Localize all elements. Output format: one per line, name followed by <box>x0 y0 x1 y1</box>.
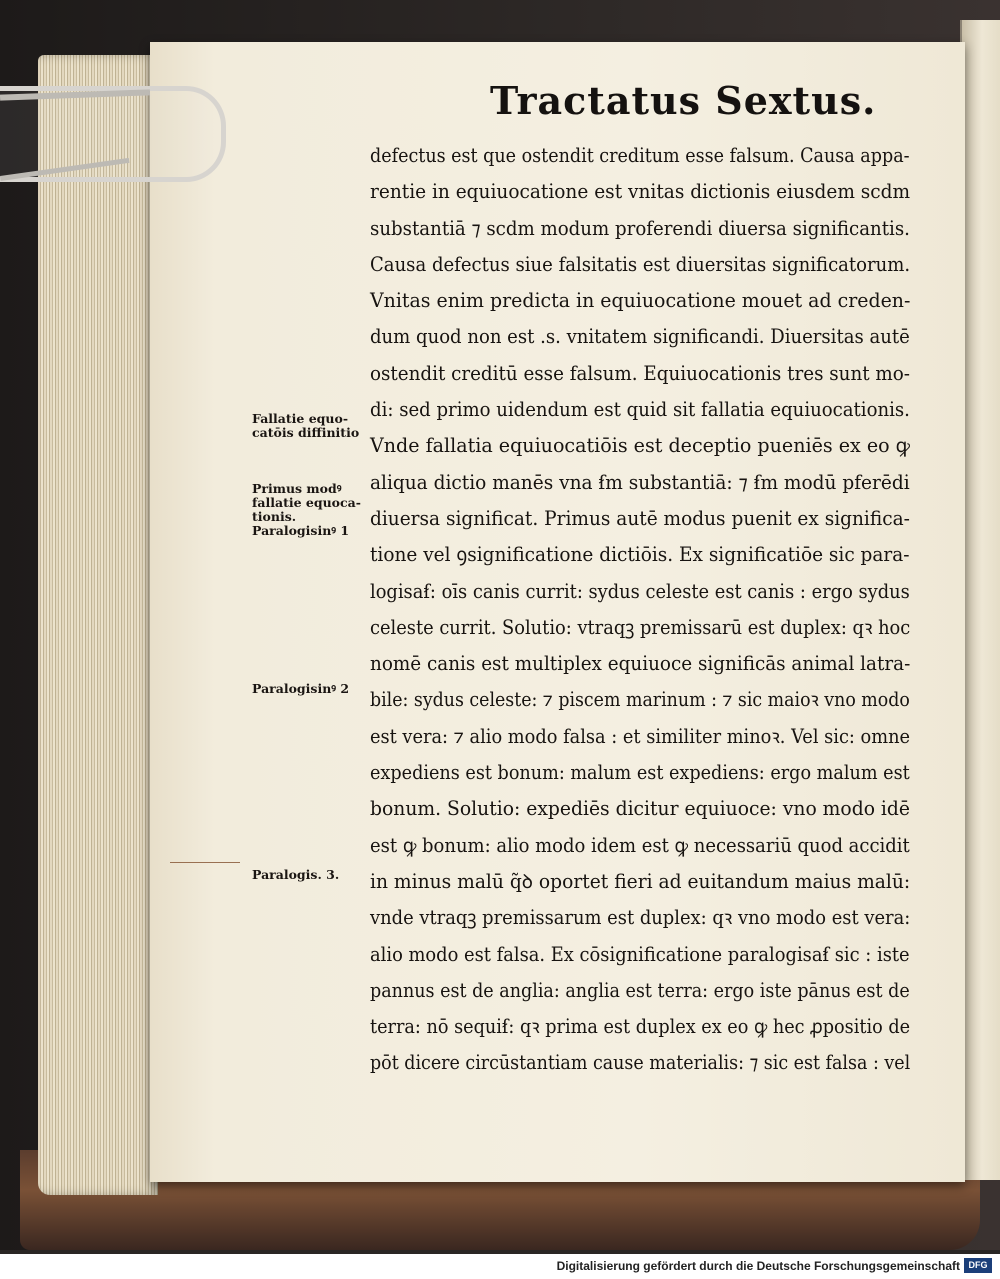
text-line: pōt dicere circūstantiam cause materialis: ⁊ sic est falsa : vel <box>370 1051 911 1075</box>
gloss-line: Paralogis. 3. <box>252 867 340 882</box>
text-line: diuersa significat. Primus autē modus puenit ex significa- <box>370 506 910 530</box>
digitization-footer <box>0 1254 1000 1279</box>
text-line: est vera: ⁊ alio modo falsa : et similiter minoꝛ. Vel sic: omne <box>370 724 911 748</box>
text-line: rentie in equiuocatione est vnitas dictionis eiusdem scdm <box>370 180 911 204</box>
handwritten-annotation-mark <box>170 862 240 865</box>
text-line: aliqua dictio manēs vna ẜm substantiā: ⁊ ẜm modū pferēdi <box>370 470 910 494</box>
text-line: Vnitas enim predicta in equiuocatione mouet ad creden- <box>370 289 911 313</box>
text-line: dum quod non est .s. vnitatem significandi. Diuersitas autē <box>370 325 910 349</box>
text-line: substantiā ⁊ scdm modum proferendi diuersa significantis. <box>370 216 910 240</box>
text-line: terra: nō sequiẜ: qꝛ prima est duplex ex eo ꝙ hec ꝓpositio de <box>370 1015 911 1039</box>
text-line: bonum. Solutio: expediēs dicitur equiuoce: vno modo idē <box>370 797 910 821</box>
text-line: nomē canis est multiplex equiuoce significās animal latra- <box>370 652 911 676</box>
text-line: bile: sydus celeste: ⁊ piscem marinum : ⁊ sic maioꝛ vno modo <box>370 688 910 712</box>
marginal-gloss-definition <box>252 412 359 440</box>
marginal-gloss-first-mode <box>252 482 361 538</box>
text-line: vnde vtraqꝫ premissarum est duplex: qꝛ vno modo est vera: <box>370 906 911 930</box>
text-line: alio modo est falsa. Ex cōsignificatione paralogisaẜ sic : iste <box>370 942 910 966</box>
gloss-line: Paralogisinꝰ 2 <box>252 681 350 696</box>
text-line: celeste currit. Solutio: vtraqꝫ premissarū est duplex: qꝛ hoc <box>370 615 911 639</box>
dfg-logo: DFG <box>964 1258 992 1273</box>
text-line: expediens est bonum: malum est expediens: ergo malum est <box>370 761 910 785</box>
gloss-line: tionis. <box>252 509 297 524</box>
marginal-gloss-paralogism-3 <box>252 868 339 882</box>
text-line: Vnde fallatia equiuocatiōis est deceptio pueniēs ex eo ꝙ <box>370 434 910 458</box>
gloss-line: Fallatie equo- <box>252 411 349 426</box>
text-line: tione vel ꝯsignificatione dictiōis. Ex significatiōe sic para- <box>370 543 910 567</box>
running-head: Tractatus Sextus. <box>490 78 877 123</box>
gloss-line: catōis diffinitio <box>252 425 360 440</box>
text-line: ostendit creditū esse falsum. Equiuocationis tres sunt mo- <box>370 361 910 385</box>
gloss-line: Primus modꝰ <box>252 481 342 496</box>
marginal-gloss-paralogism-2 <box>252 682 349 696</box>
text-line: logisaẜ: oīs canis currit: sydus celeste est canis : ergo sydus <box>370 579 910 603</box>
text-line: pannus est de anglia: anglia est terra: ergo iste pānus est de <box>370 978 910 1002</box>
gloss-line: Paralogisinꝰ 1 <box>252 523 350 538</box>
text-line: di: sed primo uidendum est quid sit fallatia equiuocationis. <box>370 398 910 422</box>
text-line: defectus est que ostendit creditum esse falsum. Causa appa- <box>370 144 910 167</box>
text-line: in minus malū q̃ꝺ oportet fieri ad euitandum maius malū: <box>370 869 911 893</box>
facing-page-edge <box>960 20 1000 1180</box>
text-line: est ꝙ bonum: alio modo idem est ꝙ necessariū quod accidit <box>370 833 910 857</box>
text-line: Causa defectus siue falsitatis est diuersitas significatorum. <box>370 252 911 276</box>
page-clamp <box>0 86 226 182</box>
main-text-block <box>370 138 910 1082</box>
footer-credit: Digitalisierung gefördert durch die Deutsche Forschungsgemeinschaft <box>556 1259 960 1273</box>
gloss-line: fallatie equoca- <box>252 495 361 510</box>
page-edges-stack <box>38 55 158 1195</box>
